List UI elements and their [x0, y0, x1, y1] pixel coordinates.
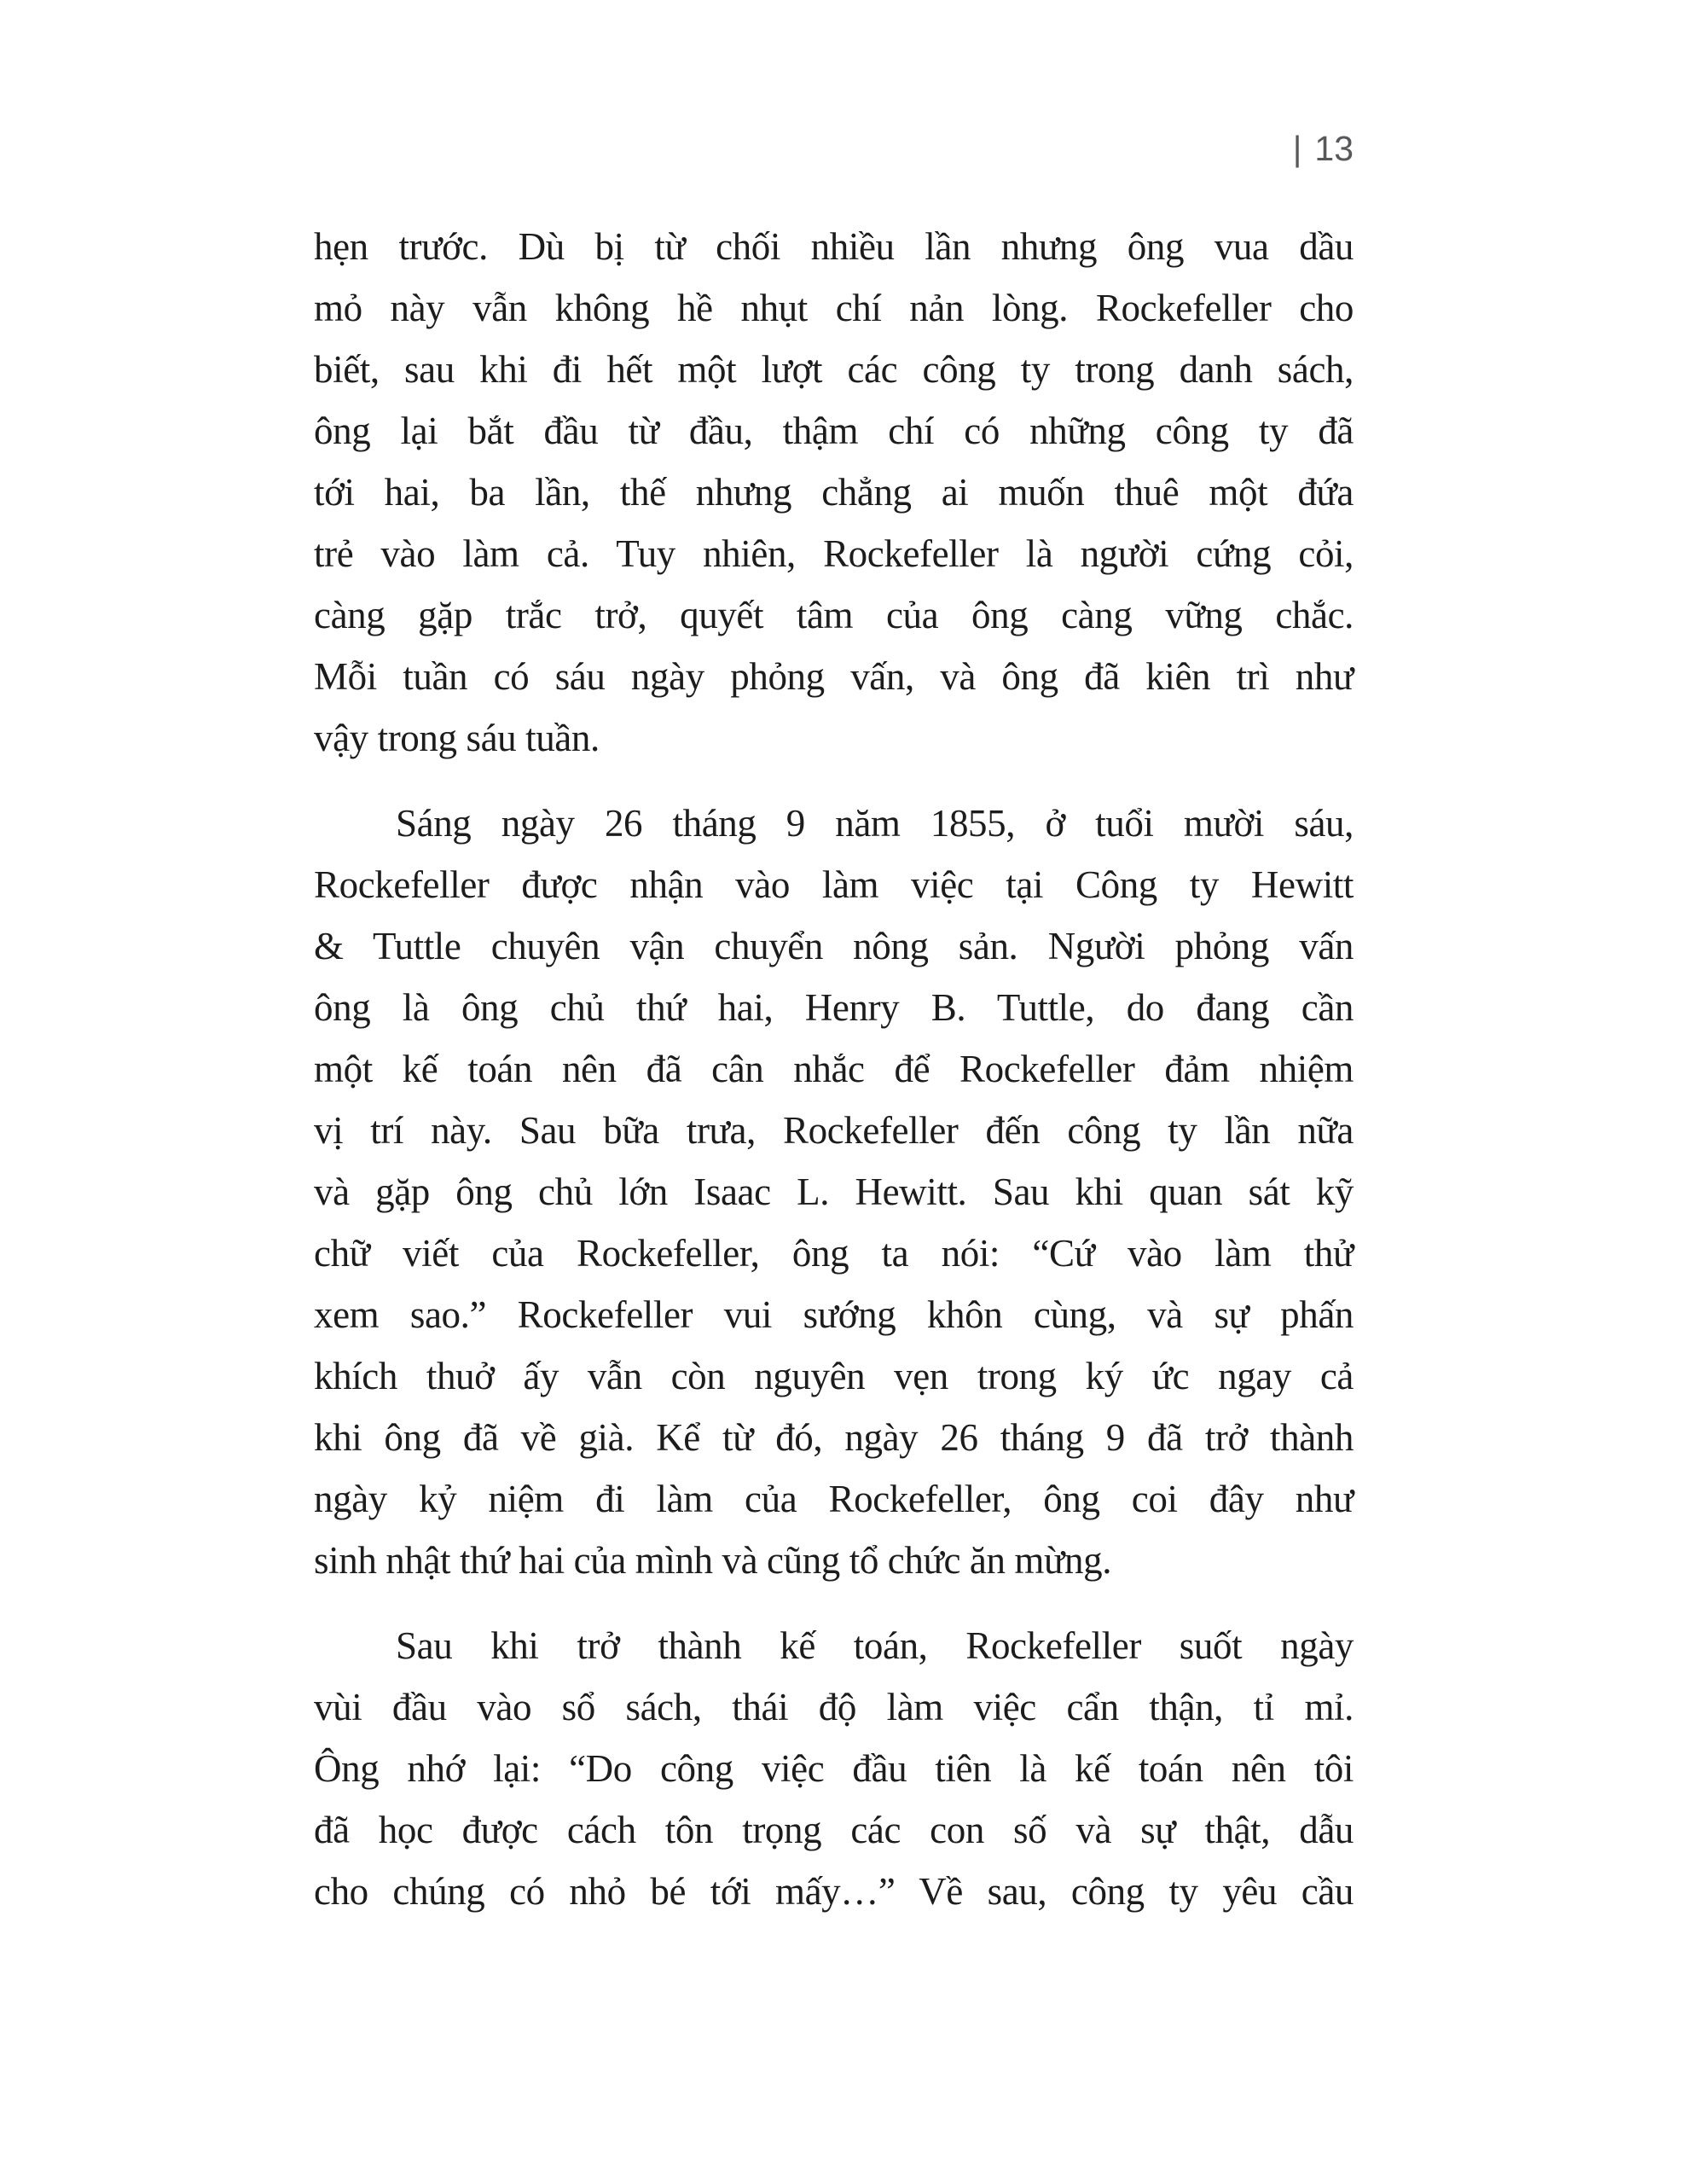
text-line: ông là ông chủ thứ hai, Henry B. Tuttle, do đang cần	[314, 986, 1354, 1029]
text-line: hẹn trước. Dù bị từ chối nhiều lần nhưng ông vua dầu	[314, 225, 1354, 268]
body-text	[314, 216, 1354, 1922]
text-line: khích thuở ấy vẫn còn nguyên vẹn trong ký ức ngay cả	[314, 1355, 1354, 1397]
page-number: 13	[1314, 129, 1354, 168]
text-line: Ông nhớ lại: “Do công việc đầu tiên là kế toán nên tôi	[314, 1747, 1354, 1790]
text-line: vị trí này. Sau bữa trưa, Rockefeller đến công ty lần nữa	[314, 1109, 1354, 1152]
text-line: và gặp ông chủ lớn Isaac L. Hewitt. Sau khi quan sát kỹ	[314, 1170, 1354, 1213]
text-line: Sáng ngày 26 tháng 9 năm 1855, ở tuổi mười sáu,	[396, 802, 1354, 845]
text-line: khi ông đã về già. Kể từ đó, ngày 26 tháng 9 đã trở thành	[314, 1416, 1354, 1459]
paragraph	[314, 793, 1354, 1591]
text-line: trẻ vào làm cả. Tuy nhiên, Rockefeller là người cứng cỏi,	[314, 532, 1354, 575]
text-line: tới hai, ba lần, thế nhưng chẳng ai muốn thuê một đứa	[314, 471, 1354, 514]
text-line: mỏ này vẫn không hề nhụt chí nản lòng. Rockefeller cho	[314, 287, 1354, 329]
text-line: vùi đầu vào sổ sách, thái độ làm việc cẩn thận, tỉ mỉ.	[314, 1686, 1354, 1728]
paragraph	[314, 1615, 1354, 1922]
text-line: một kế toán nên đã cân nhắc để Rockefeller đảm nhiệm	[314, 1048, 1354, 1090]
text-line: vậy trong sáu tuần.	[314, 717, 600, 759]
text-line: & Tuttle chuyên vận chuyển nông sản. Người phỏng vấn	[314, 925, 1354, 967]
text-line: cho chúng có nhỏ bé tới mấy…” Về sau, công ty yêu cầu	[314, 1870, 1354, 1913]
text-line: càng gặp trắc trở, quyết tâm của ông càng vững chắc.	[314, 594, 1354, 636]
paragraph	[314, 216, 1354, 769]
page-number-separator: |	[1292, 129, 1302, 168]
text-line: Sau khi trở thành kế toán, Rockefeller suốt ngày	[396, 1624, 1354, 1667]
text-line: ngày kỷ niệm đi làm của Rockefeller, ông coi đây như	[314, 1478, 1354, 1520]
page-header	[314, 128, 1354, 169]
text-line: chữ viết của Rockefeller, ông ta nói: “Cứ vào làm thử	[314, 1232, 1354, 1275]
text-line: đã học được cách tôn trọng các con số và sự thật, dẫu	[314, 1809, 1354, 1851]
text-line: biết, sau khi đi hết một lượt các công ty trong danh sách,	[314, 348, 1354, 391]
text-line: Rockefeller được nhận vào làm việc tại Công ty Hewitt	[314, 863, 1354, 906]
text-line: ông lại bắt đầu từ đầu, thậm chí có những công ty đã	[314, 410, 1354, 452]
text-line: sinh nhật thứ hai của mình và cũng tổ chức ăn mừng.	[314, 1539, 1112, 1582]
text-line: xem sao.” Rockefeller vui sướng khôn cùng, và sự phấn	[314, 1293, 1354, 1336]
text-line: Mỗi tuần có sáu ngày phỏng vấn, và ông đã kiên trì như	[314, 655, 1354, 698]
